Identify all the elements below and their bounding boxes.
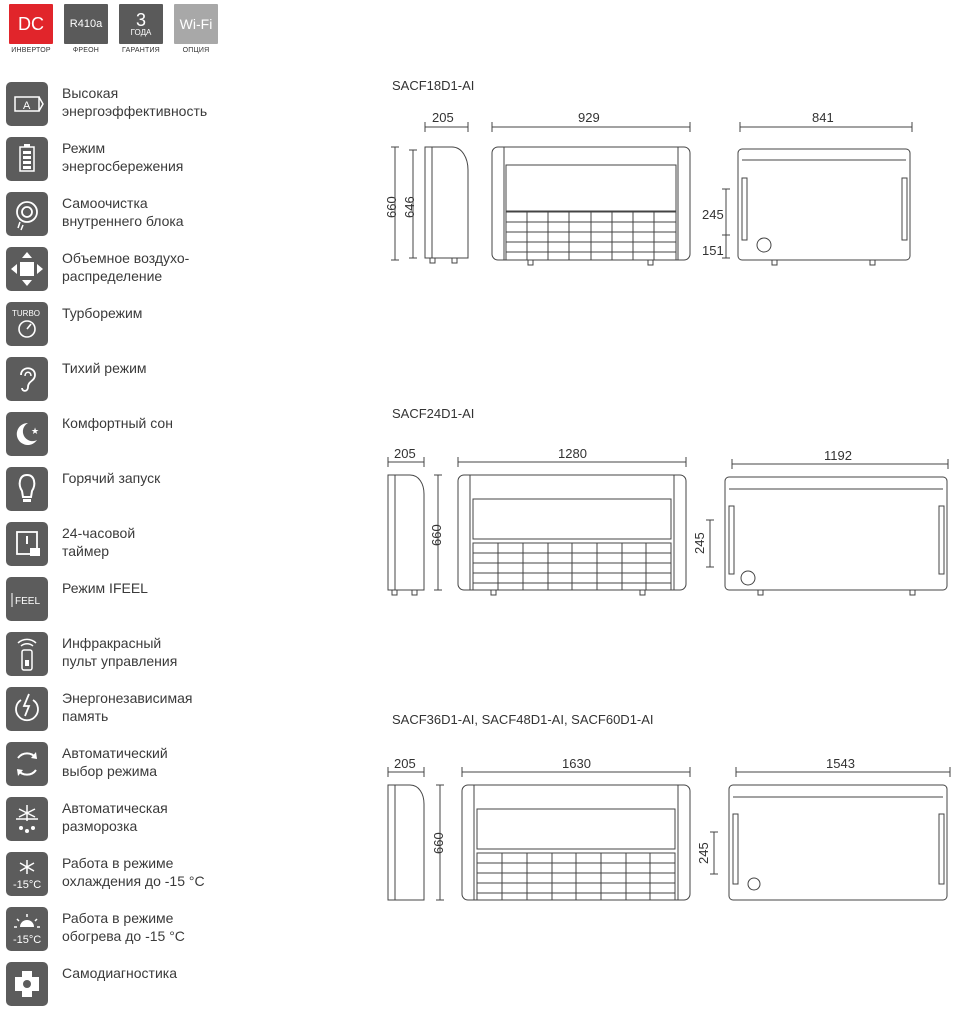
feature-item — [6, 958, 306, 1008]
feature-item — [6, 573, 306, 623]
feature-item — [6, 903, 306, 953]
pipe-height-label: 245 — [696, 842, 711, 864]
pipe-height-label: 245 — [702, 207, 724, 222]
turbo-icon — [6, 302, 48, 346]
feature-label: Инфракрасный пульт управления — [62, 635, 178, 669]
feature-item — [6, 133, 306, 183]
feature-label: Работа в режиме обогрева до -15 °С — [62, 910, 185, 944]
feature-item — [6, 738, 306, 788]
auto-mode-icon — [6, 742, 48, 786]
model-1-drawing — [380, 110, 920, 275]
feature-label: Режим энергосбережения — [62, 140, 184, 174]
model-3-drawing — [380, 752, 960, 912]
svg-text:FEEL: FEEL — [15, 596, 41, 607]
airflow-icon — [6, 247, 48, 291]
warranty-years: 3 — [135, 9, 146, 30]
side-depth-label: 205 — [394, 756, 416, 771]
cooling-icon — [6, 852, 48, 896]
wifi-badge-box — [174, 4, 218, 44]
model-title: SACF24D1-AI — [392, 406, 475, 421]
energy-class-icon — [6, 82, 48, 126]
inverter-caption: ИНВЕРТОР — [11, 47, 51, 54]
svg-text:TURBO: TURBO — [12, 309, 40, 318]
heating-icon — [6, 907, 48, 951]
freon-label: R410a — [69, 18, 103, 30]
feature-label: Режим IFEEL — [62, 580, 148, 596]
front-width-label: 929 — [578, 110, 600, 125]
feature-item — [6, 518, 306, 568]
drain-height-label: 151 — [702, 243, 724, 258]
self-clean-icon — [6, 192, 48, 236]
svg-text:-15°C: -15°C — [13, 934, 42, 946]
feature-item — [6, 298, 306, 348]
dc-label: DC — [18, 13, 44, 34]
front-width-label: 1630 — [562, 756, 591, 771]
wifi-label: Wi-Fi — [179, 16, 213, 32]
feature-item — [6, 463, 306, 513]
feature-item — [6, 683, 306, 733]
feature-item — [6, 78, 306, 128]
ear-icon — [6, 357, 48, 401]
feature-label: Автоматический выбор режима — [62, 745, 168, 779]
feature-label: Работа в режиме охлаждения до -15 °С — [62, 855, 205, 889]
warranty-badge-box — [119, 4, 163, 44]
dc-badge-box — [9, 4, 53, 44]
moon-icon — [6, 412, 48, 456]
diagnostics-icon — [6, 962, 48, 1006]
feature-label: Энергонезависимая память — [62, 690, 193, 724]
feature-label: Объемное воздухо- распределение — [62, 250, 190, 284]
feature-item — [6, 353, 306, 403]
wifi-badge — [171, 4, 221, 54]
freon-badge-box — [64, 4, 108, 44]
feature-label: Комфортный сон — [62, 415, 173, 431]
side-depth-label: 205 — [394, 446, 416, 461]
feature-label: Самоочистка внутреннего блока — [62, 195, 184, 229]
back-width-label: 841 — [812, 110, 834, 125]
feature-item — [6, 188, 306, 238]
pipe-height-label: 245 — [692, 532, 707, 554]
remote-icon — [6, 632, 48, 676]
ifeel-icon — [6, 577, 48, 621]
feature-label: Горячий запуск — [62, 470, 161, 486]
freon-caption: ФРЕОН — [72, 47, 100, 54]
model-title: SACF36D1-AI, SACF48D1-AI, SACF60D1-AI — [392, 712, 654, 727]
back-width-label: 1192 — [824, 448, 852, 463]
svg-text:★: ★ — [31, 426, 40, 436]
battery-icon — [6, 137, 48, 181]
feature-label: Турборежим — [62, 305, 143, 321]
timer-icon — [6, 522, 48, 566]
warranty-badge — [116, 4, 166, 54]
feature-label: Автоматическая разморозка — [62, 800, 168, 834]
svg-text:A: A — [23, 100, 31, 112]
feature-label: Высокая энергоэффективность — [62, 85, 208, 119]
height-outer-label: 660 — [384, 196, 399, 218]
defrost-icon — [6, 797, 48, 841]
feature-item — [6, 243, 306, 293]
inverter-badge — [6, 4, 56, 54]
model-title: SACF18D1-AI — [392, 78, 475, 93]
feature-item — [6, 848, 306, 898]
warranty-caption: ГАРАНТИЯ — [122, 47, 160, 54]
side-depth-label: 205 — [432, 110, 454, 125]
freon-badge — [61, 4, 111, 54]
feature-label: Самодиагностика — [62, 965, 178, 981]
svg-text:-15°C: -15°C — [13, 879, 42, 891]
feature-label: Тихий режим — [62, 360, 147, 376]
wifi-caption: ОПЦИЯ — [182, 47, 210, 54]
model-2-drawing — [380, 442, 960, 602]
feature-item — [6, 793, 306, 843]
power-icon — [6, 687, 48, 731]
feature-item — [6, 408, 306, 458]
height-inner-label: 646 — [402, 196, 417, 218]
feature-item — [6, 628, 306, 678]
back-width-label: 1543 — [826, 756, 855, 771]
height-outer-label: 660 — [429, 524, 444, 546]
spec-badges — [6, 4, 226, 54]
height-outer-label: 660 — [431, 832, 446, 854]
front-width-label: 1280 — [558, 446, 587, 461]
bulb-icon — [6, 467, 48, 511]
feature-label: 24-часовой таймер — [62, 525, 136, 559]
warranty-unit: ГОДА — [130, 27, 152, 37]
